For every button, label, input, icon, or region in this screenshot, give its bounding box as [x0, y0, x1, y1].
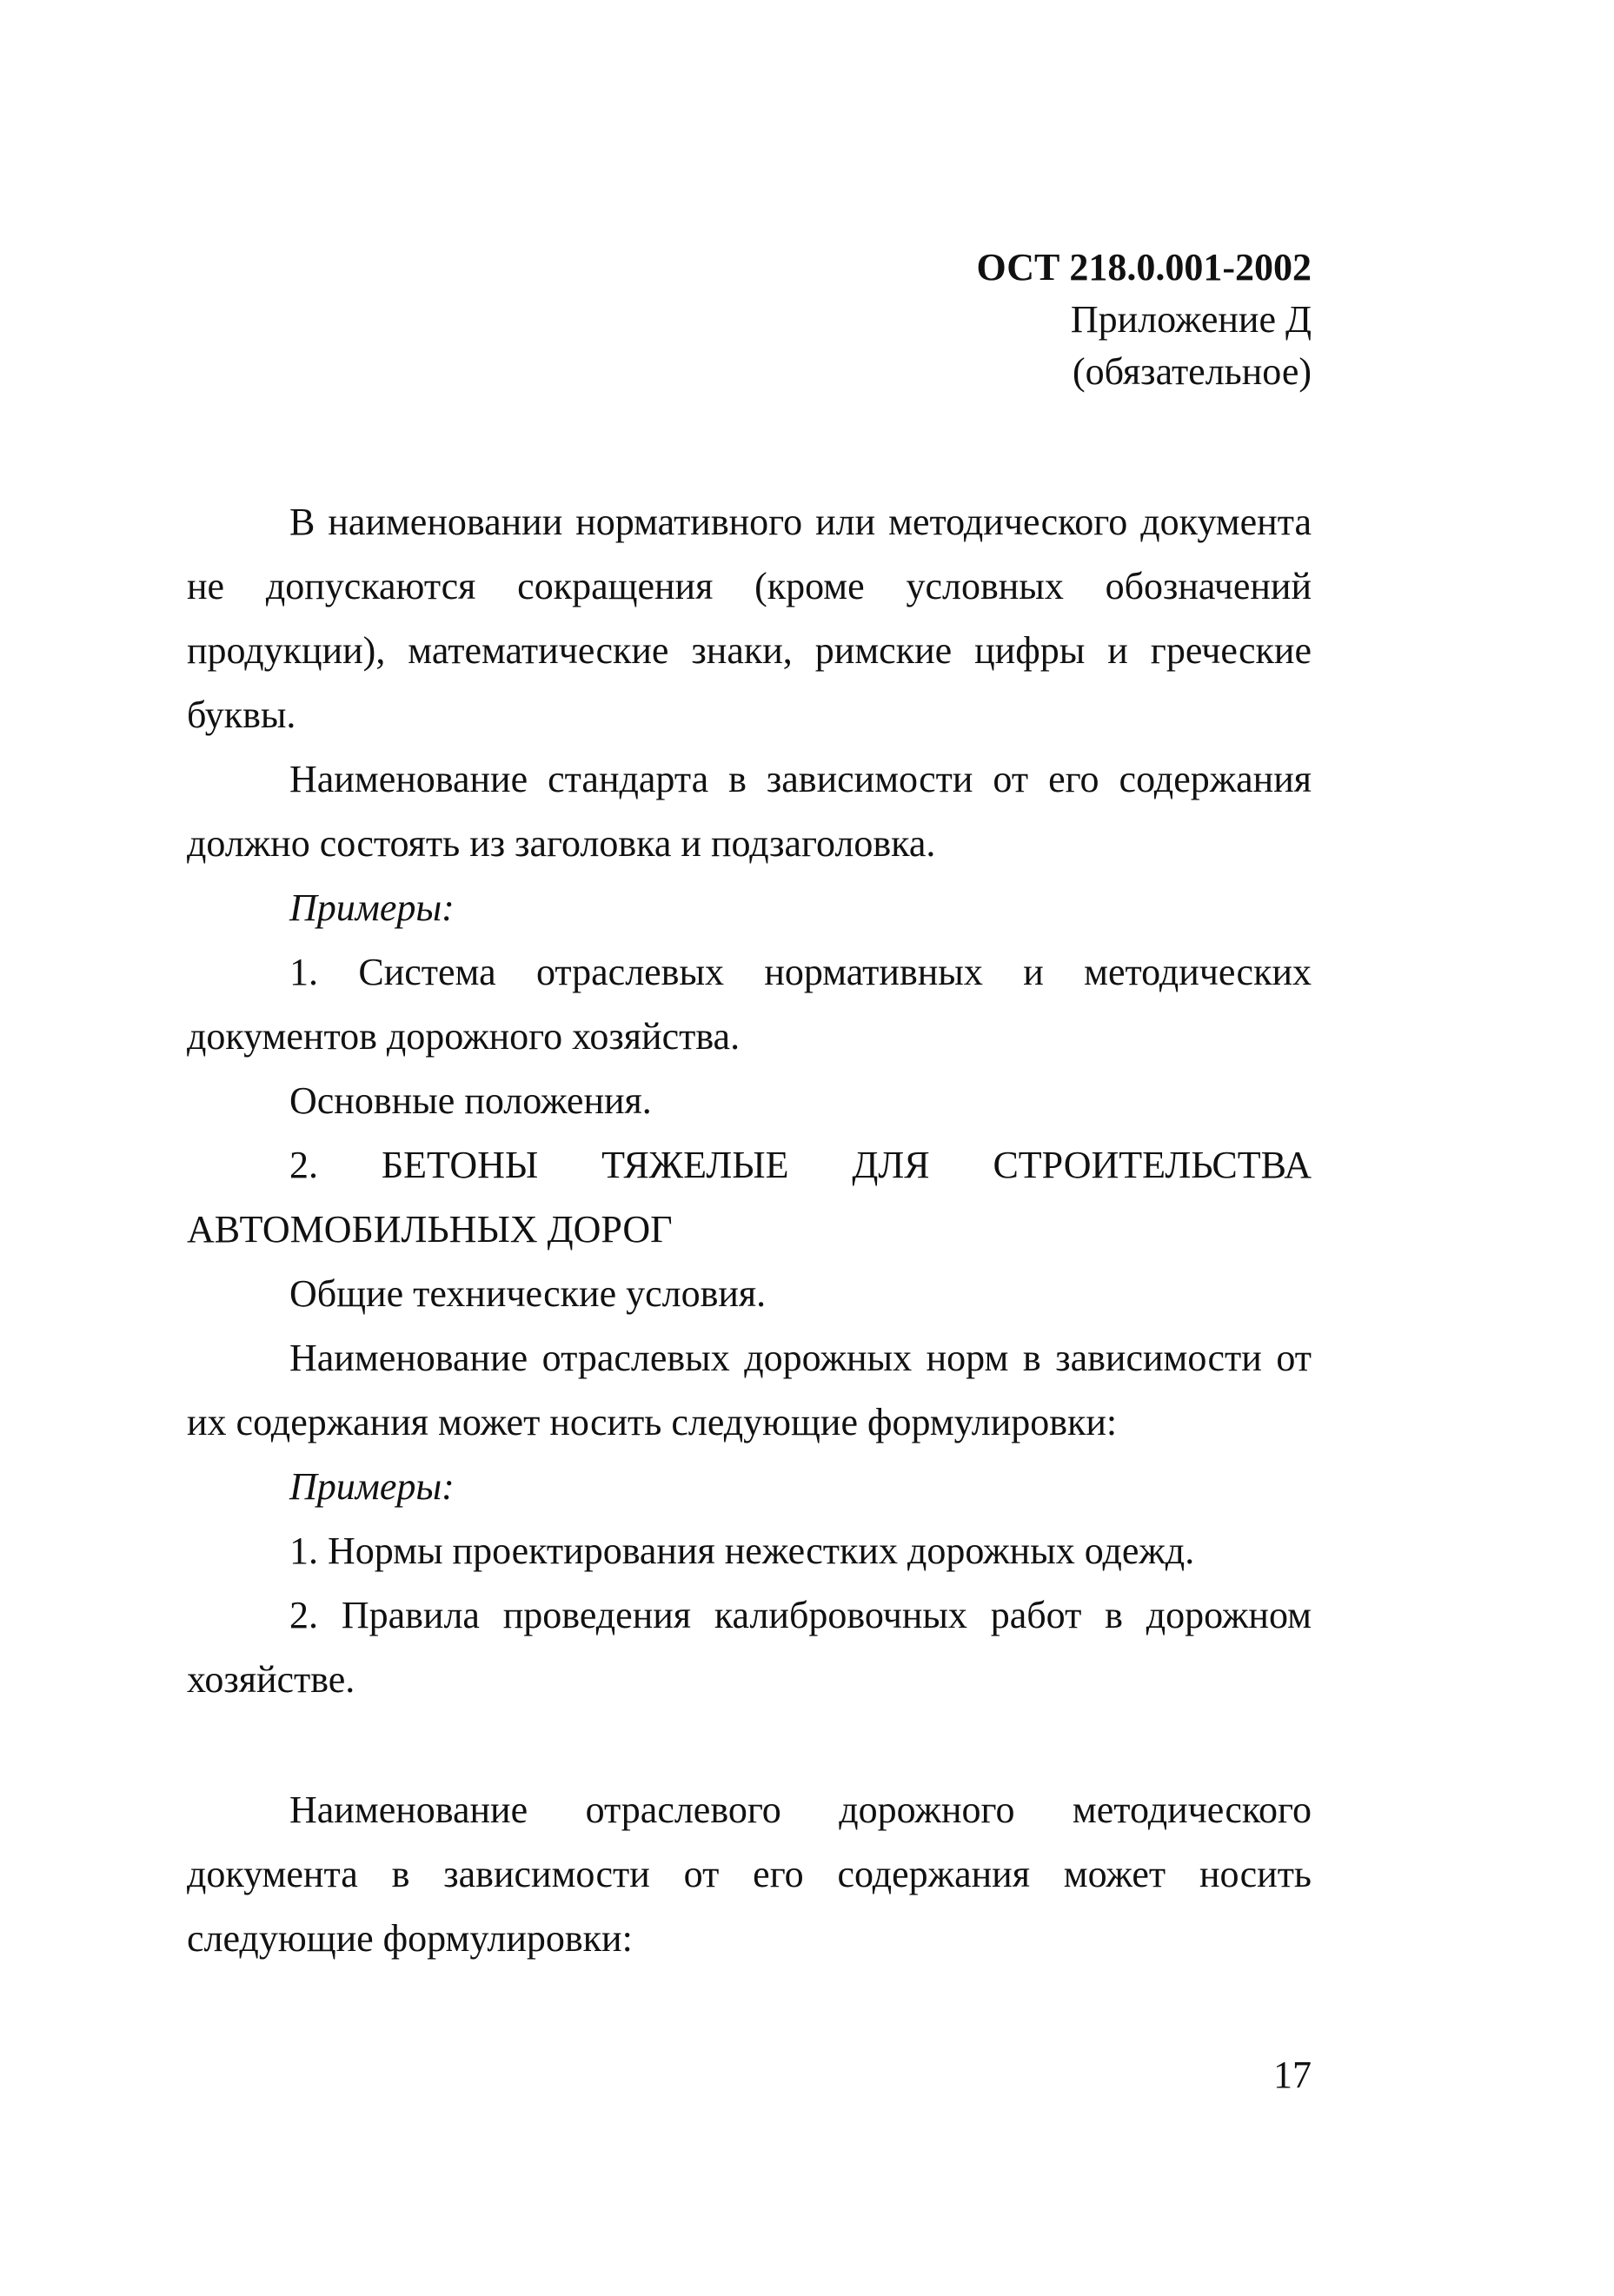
example-item: 2. Правила проведения калибровочных работ в дорожном хозяйстве.	[187, 1594, 1312, 1701]
appendix-label: Приложение Д	[1070, 298, 1312, 341]
paragraph-abbreviations-rule: В наименовании нормативного или методического документа не допускаются сокращения (кроме условных обозначений продукции), математические знаки, римские цифры и греческие буквы.	[187, 501, 1312, 736]
paragraph-gap	[187, 1712, 1312, 1778]
example-item: 1. Система отраслевых нормативных и методических документов дорожного хозяйства.	[187, 951, 1312, 1058]
example-item: 2. БЕТОНЫ ТЯЖЕЛЫЕ ДЛЯ СТРОИТЕЛЬСТВА АВТОМОБИЛЬНЫХ ДОРОГ	[187, 1144, 1312, 1251]
paragraph-methodical-title-rule: Наименование отраслевого дорожного методического документа в зависимости от его содержания может носить следующие формулировки:	[187, 1788, 1312, 1960]
document-code: ОСТ 218.0.001-2002	[976, 246, 1312, 289]
document-header	[976, 242, 1312, 398]
document-body	[187, 490, 1312, 1971]
page-number: 17	[1273, 2054, 1312, 2096]
example-item: 1. Нормы проектирования нежестких дорожных одежд.	[289, 1530, 1195, 1572]
paragraph-standard-title-rule: Наименование стандарта в зависимости от его содержания должно состоять из заголовка и подзаголовка.	[187, 758, 1312, 865]
example-subtitle: Общие технические условия.	[289, 1272, 767, 1315]
appendix-status: (обязательное)	[1073, 350, 1312, 393]
examples-label: Примеры:	[289, 886, 455, 929]
paragraph-norms-title-rule: Наименование отраслевых дорожных норм в зависимости от их содержания может носить следующие формулировки:	[187, 1337, 1312, 1443]
examples-label: Примеры:	[289, 1465, 455, 1508]
example-subtitle: Основные положения.	[289, 1079, 652, 1122]
